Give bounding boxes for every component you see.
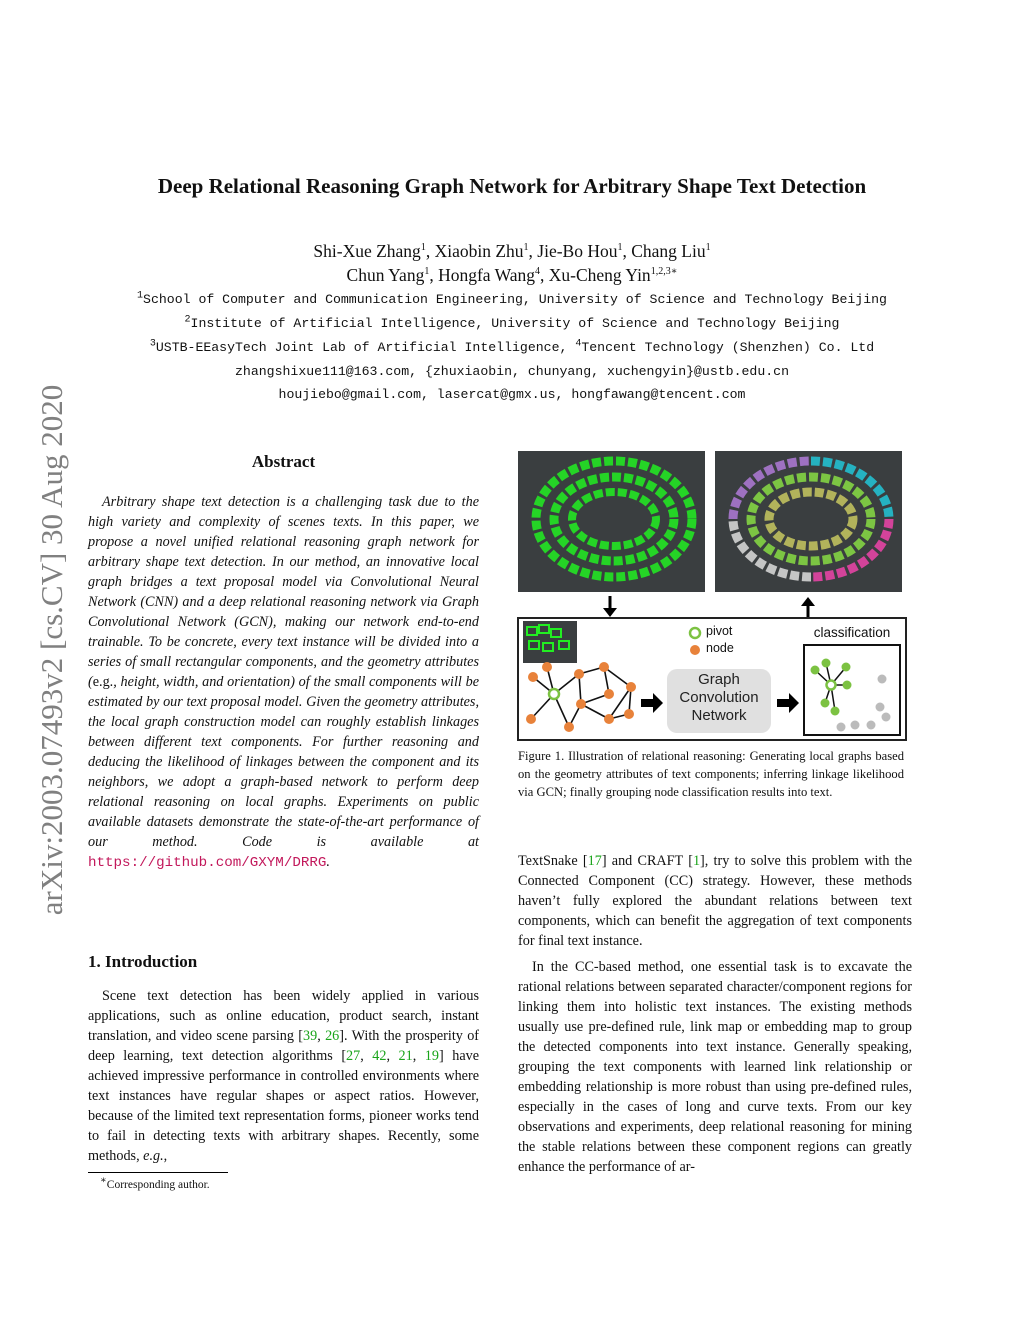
intro-text: , (163, 1148, 168, 1164)
abstract-text-2: , height, width, and orientation) of the small components will be estimated by our text proposal model. Given the geometry attributes, the local graph construction model can roughly establish linkages between different text components. For further reasoning and deducing the likelihood of linkages between the component and its neighbors, we adopt a graph-based network to perform deep relational reasoning on local graphs. Experiments on public available datasets demonstrate the state-of-the-art performance of our method. Code is available at (88, 674, 479, 850)
pivot-legend-label: pivot (706, 624, 733, 638)
gcn-label-1: Graph (698, 671, 740, 688)
classified-node (843, 681, 852, 690)
graph-node (604, 689, 614, 699)
citation-link[interactable]: 39 (303, 1028, 318, 1044)
citation-link[interactable]: 19 (424, 1048, 439, 1064)
graph-node (574, 669, 584, 679)
graph-node (576, 699, 586, 709)
intro-text: ]. With the prosperity of deep learning, text detection algorithms [ (88, 1028, 480, 1064)
figure-caption: Figure 1. Illustration of relational reasoning: Generating local graphs based on the geometry attributes of text components; inferring linkage likelihood via GCN; finally grouping node classification results into text. (518, 749, 904, 799)
classified-node (822, 659, 831, 668)
author: Xiaobin Zhu (434, 241, 524, 261)
aff-text: Institute of Artificial Intelligence, University of Science and Technology Beijing (190, 316, 840, 331)
abstract-text: Arbitrary shape text detection is a challenging task due to the high variety and complexity of scenes texts. In this paper, we propose a novel unified relational reasoning graph network for arbitrary shape text detection. In our method, an innovative local graph bridges a text proposal model via Convolutional Neural Network (CNN) and a deep relational reasoning network via Graph Convolutional Network (GCN), making our network end-to-end trainable. To be concrete, every text instance will be divided into a series of small rectangular components, and the geometry attributes ( (88, 494, 479, 690)
body-text: TextSnake [ (518, 853, 588, 869)
aff-sup: 4 (575, 338, 582, 350)
figure-photo-left (518, 451, 705, 592)
citation-link[interactable]: 17 (587, 853, 602, 869)
graph-node (599, 662, 609, 672)
author: Chang Liu (631, 241, 706, 261)
right-arrow-icon (641, 693, 663, 713)
classified-pivot (827, 681, 836, 690)
pivot-node (549, 689, 559, 699)
abstract-body (88, 492, 479, 873)
rejected-node (876, 703, 885, 712)
citation-link[interactable]: 27 (346, 1048, 361, 1064)
author-sup: 4 (535, 266, 541, 278)
aff-sup: 3 (149, 338, 156, 350)
graph-node (528, 672, 538, 682)
classification-box (804, 645, 900, 735)
aff-text: School of Computer and Communication Engineering, University of Science and Technology Beijing (143, 292, 887, 307)
intro-text: Scene text detection has been widely applied in various applications, such as online education, product search, instant translation, and video scene parsing [ (88, 988, 479, 1044)
body-text: ], try to solve this problem with the Connected Component (CC) strategy. However, these methods haven’t fully explored the abundant relations between text components, which can benefit the aggregation of text components for final text instance. (518, 853, 913, 949)
abstract-eg: e.g. (92, 674, 114, 690)
email-line-2: houjiebo@gmail.com, lasercat@gmx.us, hongfawang@tencent.com (278, 387, 746, 402)
introduction-paragraph: Scene text detection has been widely applied in various applications, such as online education, product search, instant translation, and video scene parsing [39, 26]. With the prosperity of deep learning, text detection algorithms [27, 42, 21, 19] have achieved impressive performance in controlled environments where text instances have regular shapes or aspect ratios. However, because of the limited text representation forms, pioneer works tend to fail in detecting texts with arbitrary shapes. Recently, some methods, e.g., (88, 988, 480, 1164)
footnote (100, 1175, 210, 1191)
citation-link[interactable]: 21 (398, 1048, 413, 1064)
up-arrow-icon (798, 596, 818, 618)
intro-eg: e.g. (143, 1148, 164, 1164)
body-text: ] and CRAFT [ (601, 853, 693, 869)
citation-link[interactable]: 1 (692, 853, 701, 869)
abstract-heading: Abstract (251, 452, 316, 471)
gcn-label-3: Network (691, 707, 747, 724)
graph-node (604, 714, 614, 724)
graph-node (624, 709, 634, 719)
right-paragraph-2 (518, 957, 912, 1177)
author: Shi-Xue Zhang (313, 241, 421, 261)
code-link[interactable]: https://github.com/GXYM/DRRG (88, 855, 327, 871)
introduction-heading: 1. Introduction (88, 952, 198, 971)
footnote-rule (88, 1172, 228, 1173)
classified-node (842, 663, 851, 672)
arxiv-identifier: arXiv:2003.07493v2 [cs.CV] 30 Aug 2020 (34, 384, 69, 916)
graph-node (564, 722, 574, 732)
citation-link[interactable]: 26 (325, 1028, 340, 1044)
email-line-1: zhangshixue111@163.com, {zhuxiaobin, chunyang, xuchengyin}@ustb.edu.cn (235, 364, 789, 379)
footnote-text: Corresponding author. (106, 1179, 210, 1191)
affiliation-2 (0, 316, 1024, 331)
right-paragraph-1 (518, 851, 912, 951)
graph-node (626, 682, 636, 692)
rejected-node (882, 713, 891, 722)
green-text-components-image (518, 451, 705, 592)
affiliation-3 (0, 340, 1024, 355)
intro-text: ] have achieved impressive performance in controlled environments where text instances have regular shapes or aspect ratios. However, because of the limited text representation forms, pioneer works tend to fail in detecting texts with arbitrary shapes. Recently, some methods, (88, 1048, 480, 1164)
rejected-node (878, 675, 887, 684)
node-legend-icon (690, 645, 700, 655)
abstract-end: . (326, 854, 330, 870)
gcn-label-2: Convolution (679, 689, 759, 706)
classified-node (821, 699, 830, 708)
author-sup: 1 (420, 242, 426, 254)
classification-label: classification (813, 625, 891, 640)
author-line-2: Chun Yang$^1$, Hongfa Wang$^4$, Xu-Cheng Yin$^{1,2,3∗}$ (346, 265, 678, 285)
relational-reasoning-diagram (517, 617, 907, 741)
affiliation-1 (0, 292, 1024, 307)
author-sup: 1 (617, 242, 623, 254)
author-sup: 1,2,3∗ (650, 266, 678, 278)
colored-text-components-image (715, 451, 902, 592)
node-legend-label: node (706, 641, 734, 655)
classified-node (831, 707, 840, 716)
author-line-1: Shi-Xue Zhang$^1$, Xiaobin Zhu$^1$, Jie-Bo Hou$^1$, Chang Liu$^1$ (313, 241, 711, 261)
graph-node (526, 714, 536, 724)
author-sup: 1 (424, 266, 430, 278)
author: Jie-Bo Hou (537, 241, 618, 261)
author-sup: 1 (523, 242, 529, 254)
aff-text: USTB-EEasyTech Joint Lab of Artificial Intelligence, (155, 340, 576, 355)
aff-sup: 2 (184, 314, 191, 326)
right-arrow-icon (777, 693, 799, 713)
rejected-node (851, 721, 860, 730)
graph-node (542, 662, 552, 672)
figure-photo-right (715, 451, 902, 592)
gcn-block (667, 669, 771, 733)
body-text: In the CC-based method, one essential task is to excavate the rational relations between separated character/component regions for linking them into holistic text instances. The existing methods usually use pre-defined rule, link map or embedding map to group the detected components into text instance. Generally speaking, grouping the text components with learned link relationship or embedding relationship is more robust than using pre-defined rules, especially in the cases of long and curve texts. From our key observations and experiments, deep relational reasoning for mining the stable relations between these component regions can greatly enhance the performance of ar- (518, 959, 912, 1175)
rejected-node (867, 721, 876, 730)
citation-link[interactable]: 42 (372, 1048, 387, 1064)
author: Chun Yang (346, 265, 425, 285)
author: Xu-Cheng Yin (548, 265, 651, 285)
down-arrow-icon (600, 596, 620, 618)
pivot-legend-icon (690, 628, 700, 638)
paper-title: Deep Relational Reasoning Graph Network for Arbitrary Shape Text Detection (157, 174, 867, 198)
author: Hongfa Wang (438, 265, 536, 285)
footnote-mark: ∗ (100, 1175, 107, 1187)
classified-node (811, 666, 820, 675)
aff-text: Tencent Technology (Shenzhen) Co. Ltd (581, 340, 875, 355)
author-sup: 1 (705, 242, 711, 254)
aff-sup: 1 (137, 290, 144, 302)
rejected-node (837, 723, 846, 732)
